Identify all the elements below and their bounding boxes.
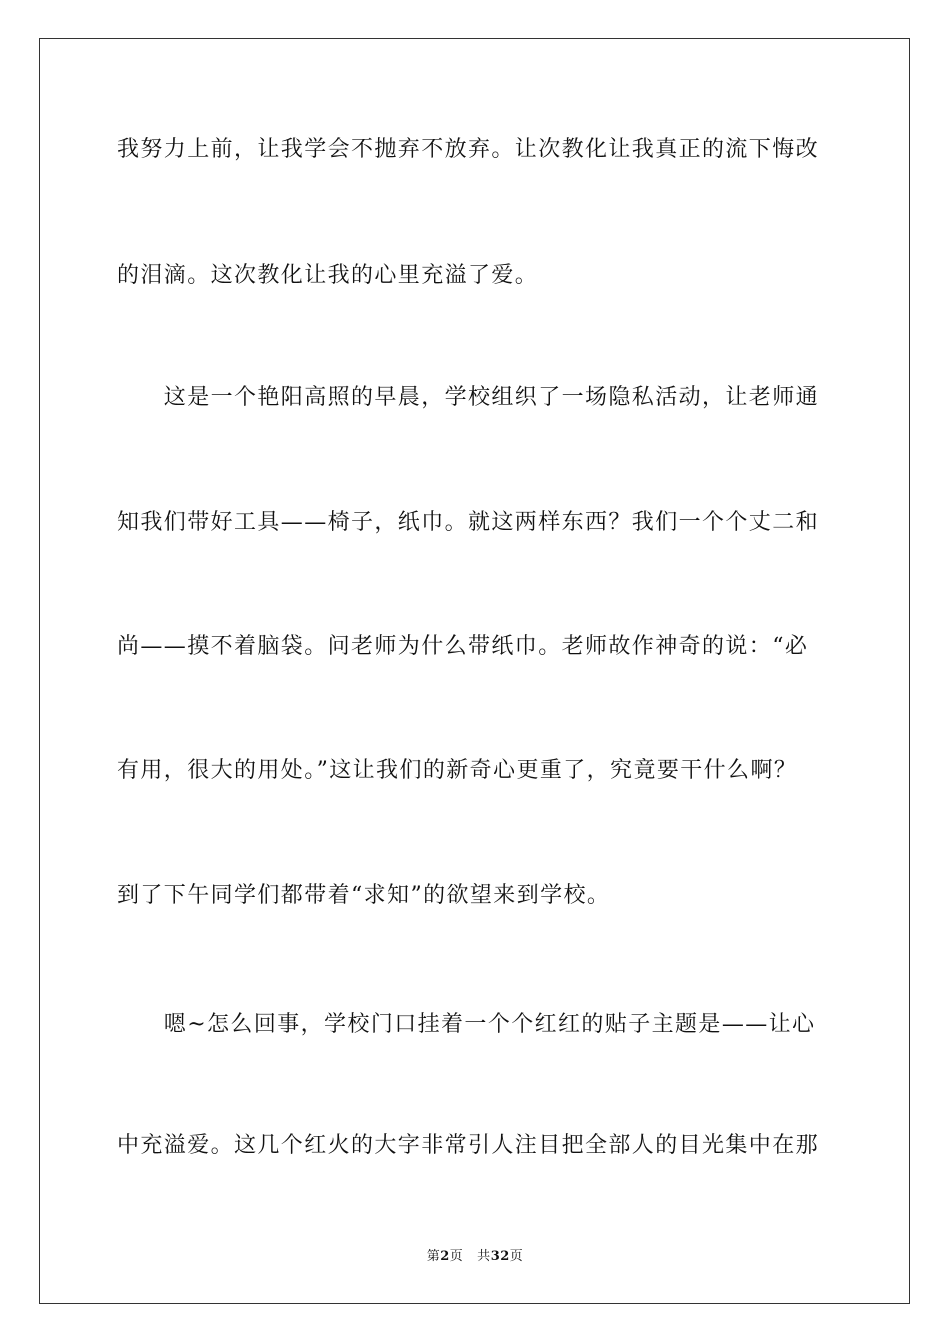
footer-total-prefix: 共	[477, 1249, 491, 1264]
text-line: 嗯~怎么回事，学校门口挂着一个个红红的贴子主题是——让心	[117, 1012, 816, 1037]
page-border	[39, 38, 910, 1304]
text-line: 中充溢爱。这几个红火的大字非常引人注目把全部人的目光集中在那	[117, 1133, 820, 1158]
current-page-number: 2	[440, 1249, 450, 1264]
page-footer	[0, 1245, 950, 1264]
total-page-count: 32	[490, 1249, 510, 1264]
text-line: 尚——摸不着脑袋。问老师为什么带纸巾。老师故作神奇的说：“必	[117, 634, 809, 659]
text-line: 知我们带好工具——椅子，纸巾。就这两样东西？我们一个个丈二和	[117, 510, 820, 535]
footer-prefix: 第	[426, 1249, 441, 1264]
text-line: 到了下午同学们都带着“求知”的欲望来到学校。	[117, 883, 611, 908]
text-line: 这是一个艳阳高照的早晨，学校组织了一场隐私活动，让老师通	[117, 385, 820, 410]
footer-page-suffix: 页	[449, 1249, 464, 1264]
text-line: 我努力上前，让我学会不抛弃不放弃。让次教化让我真正的流下悔改	[117, 137, 820, 162]
footer-total-suffix: 页	[509, 1249, 524, 1264]
text-line: 有用，很大的用处。”这让我们的新奇心更重了，究竟要干什么啊？	[117, 758, 798, 783]
text-line: 的泪滴。这次教化让我的心里充溢了爱。	[117, 263, 539, 288]
